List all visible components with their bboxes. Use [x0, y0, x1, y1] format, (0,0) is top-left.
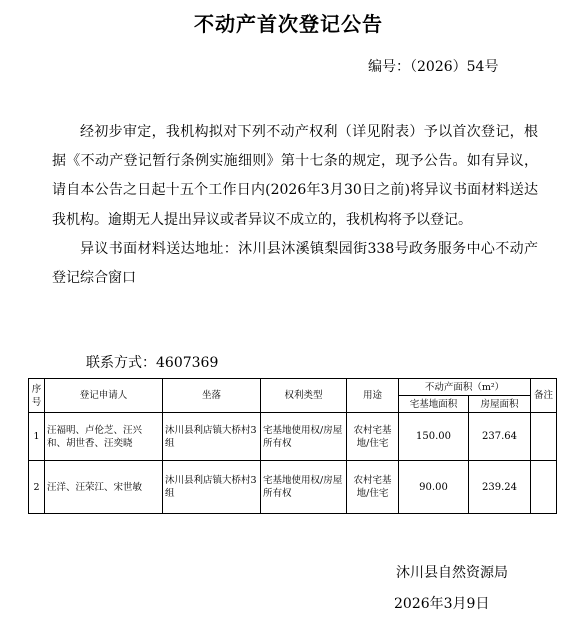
- row-usage: 农村宅基地/住宅: [347, 461, 399, 514]
- header-applicant: 登记申请人: [45, 379, 163, 413]
- header-land-area: 宅基地面积: [399, 396, 469, 413]
- header-usage: 用途: [347, 379, 399, 413]
- header-remarks: 备注: [531, 379, 557, 413]
- header-right-type: 权利类型: [261, 379, 347, 413]
- registration-table: [28, 378, 557, 514]
- row-land-area: 90.00: [399, 461, 469, 514]
- row-seq: 1: [29, 413, 45, 461]
- row-usage: 农村宅基地/住宅: [347, 413, 399, 461]
- row-remarks: [531, 413, 557, 461]
- header-house-area: 房屋面积: [469, 396, 531, 413]
- body-paragraph-1: 经初步审定，我机构拟对下列不动产权利（详见附表）予以首次登记，根据《不动产登记暂行条例实施细则》第十七条的规定，现予公告。如有异议，请自本公告之日起十五个工作日内(2026年3月30日之前)将异议书面材料送达我机构。逾期无人提出异议或者异议不成立的，我机构将予以登记。: [52, 124, 538, 228]
- row-location: 沐川县利店镇大桥村3组: [163, 461, 261, 514]
- row-remarks: [531, 461, 557, 514]
- table-row: [29, 413, 557, 461]
- row-applicant: 汪洋、汪荣江、宋世敏: [45, 461, 163, 514]
- contact-info: 联系方式：4607369: [86, 355, 219, 371]
- row-right-type: 宅基地使用权/房屋所有权: [261, 461, 347, 514]
- signature-organization: 沐川县自然资源局: [396, 565, 508, 581]
- row-applicant: 汪福明、卢伦芝、汪兴和、胡世香、汪奕晓: [45, 413, 163, 461]
- table-row: [29, 461, 557, 514]
- page-title: 不动产首次登记公告: [194, 12, 383, 36]
- header-area-group: 不动产面积（m²）: [399, 379, 531, 396]
- document-number: 编号：（2026）54号: [368, 59, 499, 75]
- row-land-area: 150.00: [399, 413, 469, 461]
- row-house-area: 237.64: [469, 413, 531, 461]
- row-right-type: 宅基地使用权/房屋所有权: [261, 413, 347, 461]
- signature-date: 2026年3月9日: [394, 596, 490, 612]
- row-house-area: 239.24: [469, 461, 531, 514]
- row-location: 沐川县利店镇大桥村3组: [163, 413, 261, 461]
- announcement-body: [52, 118, 538, 293]
- header-seq: 序号: [29, 379, 45, 413]
- header-location: 坐落: [163, 379, 261, 413]
- row-seq: 2: [29, 461, 45, 514]
- body-paragraph-2: 异议书面材料送达地址：沐川县沐溪镇梨园街338号政务服务中心不动产登记综合窗口: [52, 240, 538, 287]
